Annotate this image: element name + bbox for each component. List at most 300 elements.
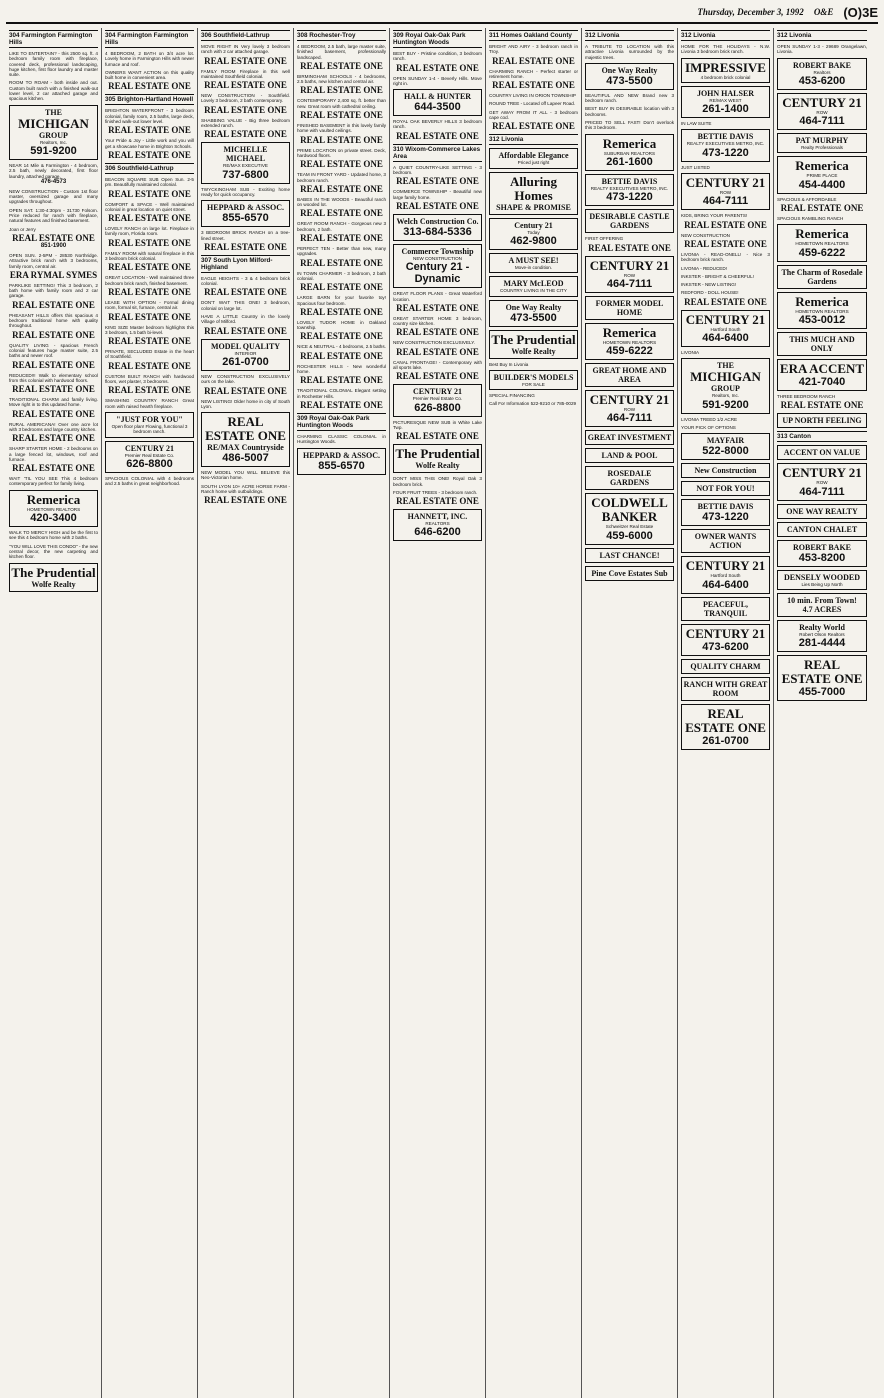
classified-ad xyxy=(681,282,770,287)
display-ad xyxy=(297,448,386,475)
classified-column xyxy=(6,28,102,1398)
ad-body: CONTEMPORARY 2,400 sq. ft. better than new. Great room with cathedral ceiling. xyxy=(297,98,386,109)
ad-broker: REAL ESTATE ONE xyxy=(12,433,95,444)
display-ad-line: One Way Realty xyxy=(601,65,658,75)
display-ad-line: 459-6000 xyxy=(606,529,653,542)
ad-body: ROOM TO ROAM - both inside and out. Custom built ranch with a finished walk-out lower level, 2 car attached garage and spacious kitchen. xyxy=(9,80,98,102)
ad-body: MOVE RIGHT IN Very lovely 3 bedroom ranch with 2 car attached garage. xyxy=(201,44,290,55)
classified-ad xyxy=(393,119,482,141)
display-ad-line: Remerica xyxy=(795,158,849,174)
display-ad xyxy=(489,370,578,390)
classified-ad xyxy=(105,300,194,322)
classified-ad xyxy=(201,44,290,66)
ad-broker: REAL ESTATE ONE xyxy=(204,129,287,140)
classified-ad xyxy=(489,101,578,106)
ad-body: BRIGHTON WATERFRONT - 3 bedroom colonial, family room, 2.5 baths, large deck, finished walk-out lower level. xyxy=(105,108,194,125)
classified-ad xyxy=(9,283,98,310)
ad-body: ROCHESTER HILLS - New wonderful home. xyxy=(297,363,386,375)
classified-ad xyxy=(489,110,578,132)
ad-broker: ERA RYMAL SYMES xyxy=(9,269,98,280)
classified-ad xyxy=(681,266,770,271)
display-ad-line: MICHIGAN xyxy=(18,115,89,131)
display-ad-line: 453-8200 xyxy=(798,551,846,564)
display-ad-line: Wolfe Realty xyxy=(415,461,460,471)
classified-column xyxy=(198,28,294,1398)
ad-body: RURAL AMERICANA! Over one acre lot with 3 bedrooms and large country kitchen. xyxy=(9,421,98,432)
ad-body: NEAR 14 Mile & Farmington - 4 bedroom, 2.5 bath, newly decorated, first floor laundry, attached garage. xyxy=(9,162,98,179)
ad-body: LOVELY TUDOR HOME in Oakland township. xyxy=(297,319,386,331)
ad-body: LIVONIA - READ-ONELL! - Nice 3 bedroom brick ranch. xyxy=(681,251,770,263)
display-ad xyxy=(777,463,867,500)
display-ad-line: 462-9800 xyxy=(510,234,557,247)
ad-broker: REAL ESTATE ONE xyxy=(12,408,95,419)
display-ad-line: REALTY EXECUTIVES METRO, INC. xyxy=(686,141,765,147)
ad-body: SHABBING VALUE - Big three bedroom extended ranch. xyxy=(201,117,290,129)
ad-body: PICTURESQUE NEW SUB in White Lake Twp. xyxy=(393,419,482,430)
ad-broker: REAL ESTATE ONE xyxy=(396,200,479,211)
ad-broker: REAL ESTATE ONE xyxy=(12,232,95,243)
ad-body: GREAT FLOOR PLANS - Great Waterford location. xyxy=(393,291,482,302)
display-ad xyxy=(201,142,290,183)
display-ad xyxy=(681,556,770,593)
classified-ad xyxy=(393,420,482,442)
display-ad-line: GREAT INVESTMENT xyxy=(587,433,672,443)
category-header: 311 Homes Oakland County xyxy=(489,30,578,41)
classified-ad xyxy=(105,138,194,160)
classified-ad xyxy=(201,374,290,396)
display-ad xyxy=(489,300,578,327)
display-ad-line: MAYFAIR xyxy=(706,436,745,446)
display-ad xyxy=(681,677,770,701)
display-ad-line: Remerica xyxy=(602,324,657,340)
ad-broker: REAL ESTATE ONE xyxy=(108,188,191,199)
display-ad xyxy=(681,173,770,210)
classified-ad xyxy=(105,325,194,347)
ad-broker: REAL ESTATE ONE xyxy=(204,55,287,66)
ad-body: FOUR FRUIT TREES - 3 bedroom ranch. xyxy=(393,489,478,495)
display-ad-line: RE/MAX WEST xyxy=(709,97,742,103)
display-ad xyxy=(489,218,578,250)
display-ad xyxy=(585,390,674,427)
display-ad xyxy=(777,265,867,289)
display-ad-line: Premier Real Estate Co. xyxy=(124,452,175,458)
display-ad-line: 464-6400 xyxy=(702,578,749,591)
display-ad xyxy=(777,292,867,329)
classified-ad xyxy=(9,476,98,487)
classified-ad xyxy=(201,118,290,140)
classified-ad xyxy=(393,189,482,211)
classified-column xyxy=(390,28,486,1398)
display-ad-line: 646-6200 xyxy=(414,526,461,539)
classified-ad xyxy=(201,69,290,91)
display-ad xyxy=(777,156,867,193)
display-ad-line: ROBERT BAKE xyxy=(792,60,852,70)
classified-ad xyxy=(297,246,386,268)
ad-body: IN TOWN CHARMER - 3 bedroom, 2 bath colonial. xyxy=(297,270,386,281)
display-ad-line: Priced just right xyxy=(517,160,550,166)
category-header: 312 Livonia xyxy=(681,30,770,41)
display-ad-line: GROUP xyxy=(39,130,68,140)
display-ad-line: ROW xyxy=(623,407,636,413)
ad-body: YOUR PICK OF OPTIONS xyxy=(681,424,736,430)
category-header: 312 Livonia xyxy=(777,30,867,41)
classified-ad xyxy=(9,343,98,370)
category-header: 312 Livonia xyxy=(489,134,578,145)
ad-body: NEW CONSTRUCTION EXCLUSIVELY ours on the lake. xyxy=(201,373,290,385)
display-ad-line: CENTURY 21 xyxy=(782,465,862,481)
classified-ad xyxy=(105,275,194,297)
display-ad-line: Welch Construction Co. xyxy=(396,216,479,226)
display-ad-line: 473-5500 xyxy=(606,74,653,87)
ad-body: OWNERS WANT ACTION on this quality built home in convenient area. xyxy=(105,69,194,81)
ad-body: BEAUTIFUL AND NEW Brand new 3 bedroom ranch. xyxy=(585,92,674,104)
classified-ad xyxy=(297,344,386,360)
ad-broker: REAL ESTATE ONE xyxy=(300,159,383,170)
display-ad-line: 420-3400 xyxy=(30,512,77,525)
ad-body: A QUIET COUNTRY-LIKE SETTING - 3 bedroom. xyxy=(393,164,482,176)
ad-body: LIVONIA xyxy=(681,350,700,356)
category-header: 309 Royal Oak-Oak Park Huntington Woods xyxy=(393,30,482,48)
ad-broker: REAL ESTATE ONE xyxy=(396,346,479,357)
ad-body: TRADITIONAL CHARM and family living. Move right in to this updated home. xyxy=(9,397,98,408)
ad-body: BIRMINGHAM SCHOOLS - 4 bedrooms, 2.5 baths, new kitchen and central air. xyxy=(297,73,386,85)
display-ad-line: 261-1400 xyxy=(702,103,749,116)
classified-ad xyxy=(681,425,770,430)
ad-broker: REAL ESTATE ONE xyxy=(396,496,479,507)
display-ad-line: One Way Realty xyxy=(505,302,562,312)
ad-body: CUSTOM BUILT RANCH with hardwood floors, wet plaster, 3 bedrooms. xyxy=(105,373,194,385)
ad-broker: REAL ESTATE ONE xyxy=(108,336,191,347)
ad-broker: REAL ESTATE ONE xyxy=(300,375,383,386)
ad-broker: REAL ESTATE ONE xyxy=(108,311,191,322)
classified-ad xyxy=(9,397,98,419)
display-ad xyxy=(681,433,770,460)
classified-column xyxy=(582,28,678,1398)
ad-body: COUNTRY LIVING IN ORION TOWNSHIP xyxy=(489,93,576,99)
ad-body: PARKLIKE SETTING! This 3 bedroom, 2 bath home with family room and 2 car garage. xyxy=(9,282,98,299)
display-ad-line: Remerica xyxy=(26,491,81,507)
display-ad xyxy=(585,466,674,490)
display-ad-line: 591-9200 xyxy=(702,398,749,411)
display-ad-line: ROW xyxy=(623,272,636,278)
ad-body: NEW LISTING! Older home in city of South Lyon. xyxy=(201,398,290,409)
ad-broker: REAL ESTATE ONE xyxy=(300,233,383,244)
display-ad-line: HOMETOWN REALTORS xyxy=(602,339,657,345)
display-ad xyxy=(777,540,867,567)
classified-ad xyxy=(105,476,194,487)
display-ad-line: 464-6400 xyxy=(702,332,749,345)
classified-ad xyxy=(105,108,194,135)
ad-broker: REAL ESTATE ONE xyxy=(108,360,191,371)
classified-ad xyxy=(105,51,194,67)
display-ad-line: IMPRESSIVE xyxy=(685,59,766,75)
display-ad-line: 313-684-5336 xyxy=(403,225,472,238)
display-ad-line: JOHN HALSER xyxy=(696,88,755,98)
display-ad xyxy=(9,563,98,592)
ad-body: THREE BEDROOM RANCH xyxy=(777,393,836,399)
classified-ad xyxy=(489,393,578,398)
classified-column xyxy=(294,28,390,1398)
display-ad-line: ERA ACCENT xyxy=(779,360,865,376)
classified-ad xyxy=(777,216,867,221)
ad-body: BABES IN THE WOODS - Beautiful ranch on wooded lot. xyxy=(297,196,386,208)
display-ad xyxy=(777,413,867,428)
ad-body: COMFORT & SPACE - Well maintained colonial in great location on quiet street. xyxy=(105,201,194,212)
display-ad-line: 453-6200 xyxy=(798,74,846,87)
display-ad-line: Premier Real Estate Co. xyxy=(412,396,463,402)
display-ad xyxy=(393,214,482,241)
classified-ad xyxy=(489,93,578,98)
classified-ad xyxy=(9,422,98,444)
classified-ad xyxy=(297,44,386,71)
display-ad xyxy=(777,655,867,701)
ad-body: COMMERCE TOWNSHIP - Beautiful new large family home. xyxy=(393,189,482,200)
display-ad-line: RE/MAX Countryside xyxy=(207,443,284,453)
ad-broker: REAL ESTATE ONE xyxy=(204,495,287,506)
display-ad-line: 473-6200 xyxy=(702,640,749,653)
display-ad-line: RANCH WITH GREAT ROOM xyxy=(683,679,768,698)
classified-column xyxy=(102,28,198,1398)
display-ad xyxy=(681,58,770,83)
ad-body: ROUND TREE - Located off Lapeer Road. xyxy=(489,101,576,107)
classified-column xyxy=(774,28,870,1398)
display-ad-line: HEPPARD & ASSOC. xyxy=(207,203,284,213)
display-ad xyxy=(681,463,770,478)
ad-body: LIVONIA - REDUCED! xyxy=(681,265,727,271)
display-ad-line: COLDWELL BANKER xyxy=(591,495,668,525)
display-ad-line: Wolfe Realty xyxy=(511,346,556,356)
classified-ad xyxy=(9,530,98,541)
ad-broker: REAL ESTATE ONE xyxy=(204,241,287,252)
ad-body: SPACIOUS RAMBLING RANCH xyxy=(777,216,844,222)
ad-body: BEST BUY - Pristine condition, 3 bedroom ranch. xyxy=(393,51,482,62)
classified-ad xyxy=(9,373,98,395)
display-ad xyxy=(585,209,674,233)
display-ad-line: UP NORTH FEELING xyxy=(782,416,862,426)
display-ad xyxy=(777,504,867,519)
display-ad-line: MICHELLE MICHAEL xyxy=(223,145,268,164)
display-ad xyxy=(585,566,674,581)
ad-broker: REAL ESTATE ONE xyxy=(300,257,383,268)
classified-ad xyxy=(9,227,98,250)
display-ad-line: MICHIGAN xyxy=(690,369,761,385)
classified-ad xyxy=(297,148,386,170)
ad-body: PERFECT TEN - Better than new, many upgrades. xyxy=(297,246,386,257)
ad-broker: REAL ESTATE ONE xyxy=(300,399,383,410)
display-ad xyxy=(585,448,674,463)
masthead-paper: O&E xyxy=(813,7,834,17)
display-ad-line: A MUST SEE! xyxy=(508,255,559,265)
display-ad xyxy=(777,593,867,617)
display-ad-line: SHAPE & PROMISE xyxy=(496,202,571,212)
ad-body: Your Pride & Joy - Little work and you will get a showcase home in Brighton Schools. xyxy=(105,138,194,149)
display-ad xyxy=(681,659,770,674)
display-ad xyxy=(585,430,674,445)
classified-ad xyxy=(297,271,386,293)
display-ad-line: HOMETOWN REALTORS xyxy=(795,241,849,247)
ad-body: GREAT LOCATION - Well maintained three bedroom brick ranch, finished basement. xyxy=(105,275,194,286)
display-ad xyxy=(585,323,674,360)
classified-ad xyxy=(777,44,867,55)
classified-ad xyxy=(681,290,770,306)
display-ad-line: Pine Cove Estates Sub xyxy=(591,568,668,578)
display-ad-line: 454-4400 xyxy=(798,178,846,191)
display-ad-line: CENTURY 21 xyxy=(685,558,766,574)
classified-ad xyxy=(681,233,770,249)
classified-ad xyxy=(777,197,867,213)
ad-broker: REAL ESTATE ONE xyxy=(300,85,383,96)
display-ad-line: REALTORS xyxy=(425,521,450,527)
display-ad-line: ONE WAY REALTY xyxy=(786,506,858,516)
display-ad-line: REAL ESTATE ONE xyxy=(685,705,766,735)
display-ad-line: Affordable Elegance xyxy=(498,151,569,161)
display-ad-line: Remerica xyxy=(602,135,657,151)
display-ad xyxy=(393,244,482,288)
display-ad-line: 644-3500 xyxy=(414,101,461,114)
display-ad-line: 4 bedroom brick colonial xyxy=(700,74,751,80)
display-ad xyxy=(201,200,290,227)
ad-body: TRADITIONAL COLONIAL Elegant setting in Rochester Hills. xyxy=(297,388,386,399)
ad-broker: REAL ESTATE ONE xyxy=(684,219,767,230)
display-ad-line: OWNER WANTS ACTION xyxy=(694,532,757,551)
classified-ad xyxy=(297,98,386,120)
classified-ad xyxy=(201,93,290,115)
display-ad-line: 459-6222 xyxy=(798,246,846,259)
ad-body: LOVELY RANCH on large lot. Fireplace in family room, Florida room. xyxy=(105,226,194,237)
display-ad xyxy=(489,276,578,296)
display-ad xyxy=(489,253,578,273)
classified-ad xyxy=(105,374,194,396)
classified-ad xyxy=(585,93,674,104)
classified-ad xyxy=(9,51,98,77)
ad-broker: REAL ESTATE ONE xyxy=(204,104,287,115)
display-ad xyxy=(777,93,867,130)
ad-broker: REAL ESTATE ONE xyxy=(588,242,671,253)
display-ad xyxy=(585,493,674,544)
classified-ad xyxy=(393,490,482,506)
ad-broker: REAL ESTATE ONE xyxy=(108,125,191,136)
ad-body: SPECIAL FINANCING xyxy=(489,393,535,399)
ad-body: PRICED TO SELL FAST! Don't overlook this 3 bedroom. xyxy=(585,120,674,131)
display-ad xyxy=(777,224,867,261)
display-ad-line: QUALITY CHARM xyxy=(690,661,761,671)
display-ad xyxy=(585,63,674,90)
ad-body: DON'T WAIT THIS ONE! 3 bedroom, colonial on large lot. xyxy=(201,300,290,311)
ad-body: BEST BUY IN DESIRABLE location with 3 bedrooms. xyxy=(585,106,674,117)
display-ad-line: Schweitzer Real Estate xyxy=(605,524,654,530)
ad-body: CHARMING CLASSIC COLONIAL in Huntington Woods. xyxy=(297,433,386,445)
ad-broker: REAL ESTATE ONE xyxy=(12,299,95,310)
classified-ad xyxy=(393,165,482,187)
display-ad xyxy=(681,481,770,496)
ad-body: IN LAW SUITE xyxy=(681,121,712,127)
ad-broker: REAL ESTATE ONE xyxy=(396,371,479,382)
ad-body: HOME FOR THE HOLIDAYS - N.W. Livonia 3 bedroom brick ranch. xyxy=(681,44,770,55)
classified-ad xyxy=(9,446,98,473)
display-ad xyxy=(585,134,674,171)
classified-ad xyxy=(489,44,578,66)
display-ad-line: Hartford South xyxy=(710,573,741,579)
ad-broker: REAL ESTATE ONE xyxy=(396,62,479,73)
ad-broker: REAL ESTATE ONE xyxy=(300,134,383,145)
display-ad-line: The Charm of Rosedale Gardens xyxy=(781,267,863,286)
display-ad xyxy=(393,509,482,541)
ad-body: OPEN SAT. 1:30-4:30pm - 31730 Folsom. Price reduced for ranch with fireplace, natural features and finished basement. xyxy=(9,207,98,224)
ad-body: CANAL FRONTAGE! - Contemporary with all sports lake. xyxy=(393,359,482,371)
ad-broker: REAL ESTATE ONE xyxy=(492,55,575,66)
ad-broker: REAL ESTATE ONE xyxy=(108,81,191,92)
display-ad-line: Alluring Homes xyxy=(510,173,557,203)
display-ad-line: 421-7040 xyxy=(798,375,846,388)
classified-ad xyxy=(297,295,386,317)
classified-ad xyxy=(393,76,482,87)
classified-ad xyxy=(9,253,98,280)
masthead xyxy=(6,4,878,24)
category-header: 304 Farmington Farmington Hills xyxy=(105,30,194,48)
category-header: 305 Brighton-Hartland Howell xyxy=(105,96,194,104)
ad-body: CHARMING RANCH - Perfect starter or retirement home. xyxy=(489,68,578,79)
classified-ad xyxy=(201,399,290,410)
classified-ad xyxy=(105,349,194,371)
display-ad-line: REAL ESTATE ONE xyxy=(781,657,863,687)
display-ad-line: BETTIE DAVIS xyxy=(697,132,754,142)
classified-ad xyxy=(9,544,98,560)
display-ad xyxy=(489,330,578,359)
display-ad-line: Move-in condition. xyxy=(514,264,553,270)
classified-ad xyxy=(297,221,386,243)
ad-body: NEW CONSTRUCTION xyxy=(681,232,730,238)
display-ad-line: HEPPARD & ASSOC. xyxy=(303,450,380,460)
display-ad xyxy=(489,172,578,215)
display-ad-line: The Prudential xyxy=(395,446,480,462)
classified-ad xyxy=(681,274,770,279)
display-ad-line: 4.7 ACRES xyxy=(802,604,842,614)
ad-body: PRIVATE, SECLUDED Estate in the heart of Southfield. xyxy=(105,349,194,360)
classified-ad xyxy=(297,74,386,96)
display-ad-line: DESIRABLE CASTLE GARDENS xyxy=(589,212,670,231)
ad-broker: REAL ESTATE ONE xyxy=(780,203,864,214)
classified-ad xyxy=(393,316,482,338)
display-ad xyxy=(777,359,867,391)
ad-body: GREAT STARTER HOME 3 bedroom, country size kitchen. xyxy=(393,315,482,327)
ad-body: DON'T MISS THIS ONE! Royal Oak 3 bedroom brick. xyxy=(393,476,482,487)
classified-ad xyxy=(297,123,386,145)
ad-body: BEACON SQUARE SUB Open Sun. 2-5 pm. Beautifully maintained colonial. xyxy=(105,176,194,188)
classified-ad xyxy=(681,252,770,263)
display-ad xyxy=(681,310,770,347)
display-ad-line: PEACEFUL, TRANQUIL xyxy=(702,599,749,618)
display-ad-line: 464-7111 xyxy=(606,412,653,425)
ad-body: SPACIOUS COLONIAL with 4 bedrooms and 2.5 baths in great neighborhood. xyxy=(105,475,194,487)
ad-body: TWYCKINGHAM SUB - Exciting home ready for quick occupancy. xyxy=(201,186,290,197)
classified-ad xyxy=(393,51,482,73)
ad-body: WAIT 'TIL YOU SEE This 4 bedroom contemporary perfect for family living. xyxy=(9,476,98,487)
masthead-section: (O)3E xyxy=(843,4,878,20)
display-ad-line: HALL & HUNTER xyxy=(403,92,472,102)
ad-broker: REAL ESTATE ONE xyxy=(204,325,287,336)
ad-broker: REAL ESTATE ONE xyxy=(12,384,95,395)
classified-ad xyxy=(681,44,770,55)
classified-ad xyxy=(9,208,98,224)
ad-broker: REAL ESTATE ONE xyxy=(396,302,479,313)
display-ad-line: 459-6222 xyxy=(606,345,653,358)
display-ad xyxy=(201,339,290,371)
classified-ad xyxy=(201,314,290,336)
display-ad-line: FOR SALE xyxy=(522,381,545,387)
classified-ad xyxy=(297,388,386,410)
classified-columns xyxy=(6,28,878,1398)
ad-body: 4 BEDROOM, 2.5 bath, large master suite, finished basement, professionally landscaped. xyxy=(297,44,386,60)
